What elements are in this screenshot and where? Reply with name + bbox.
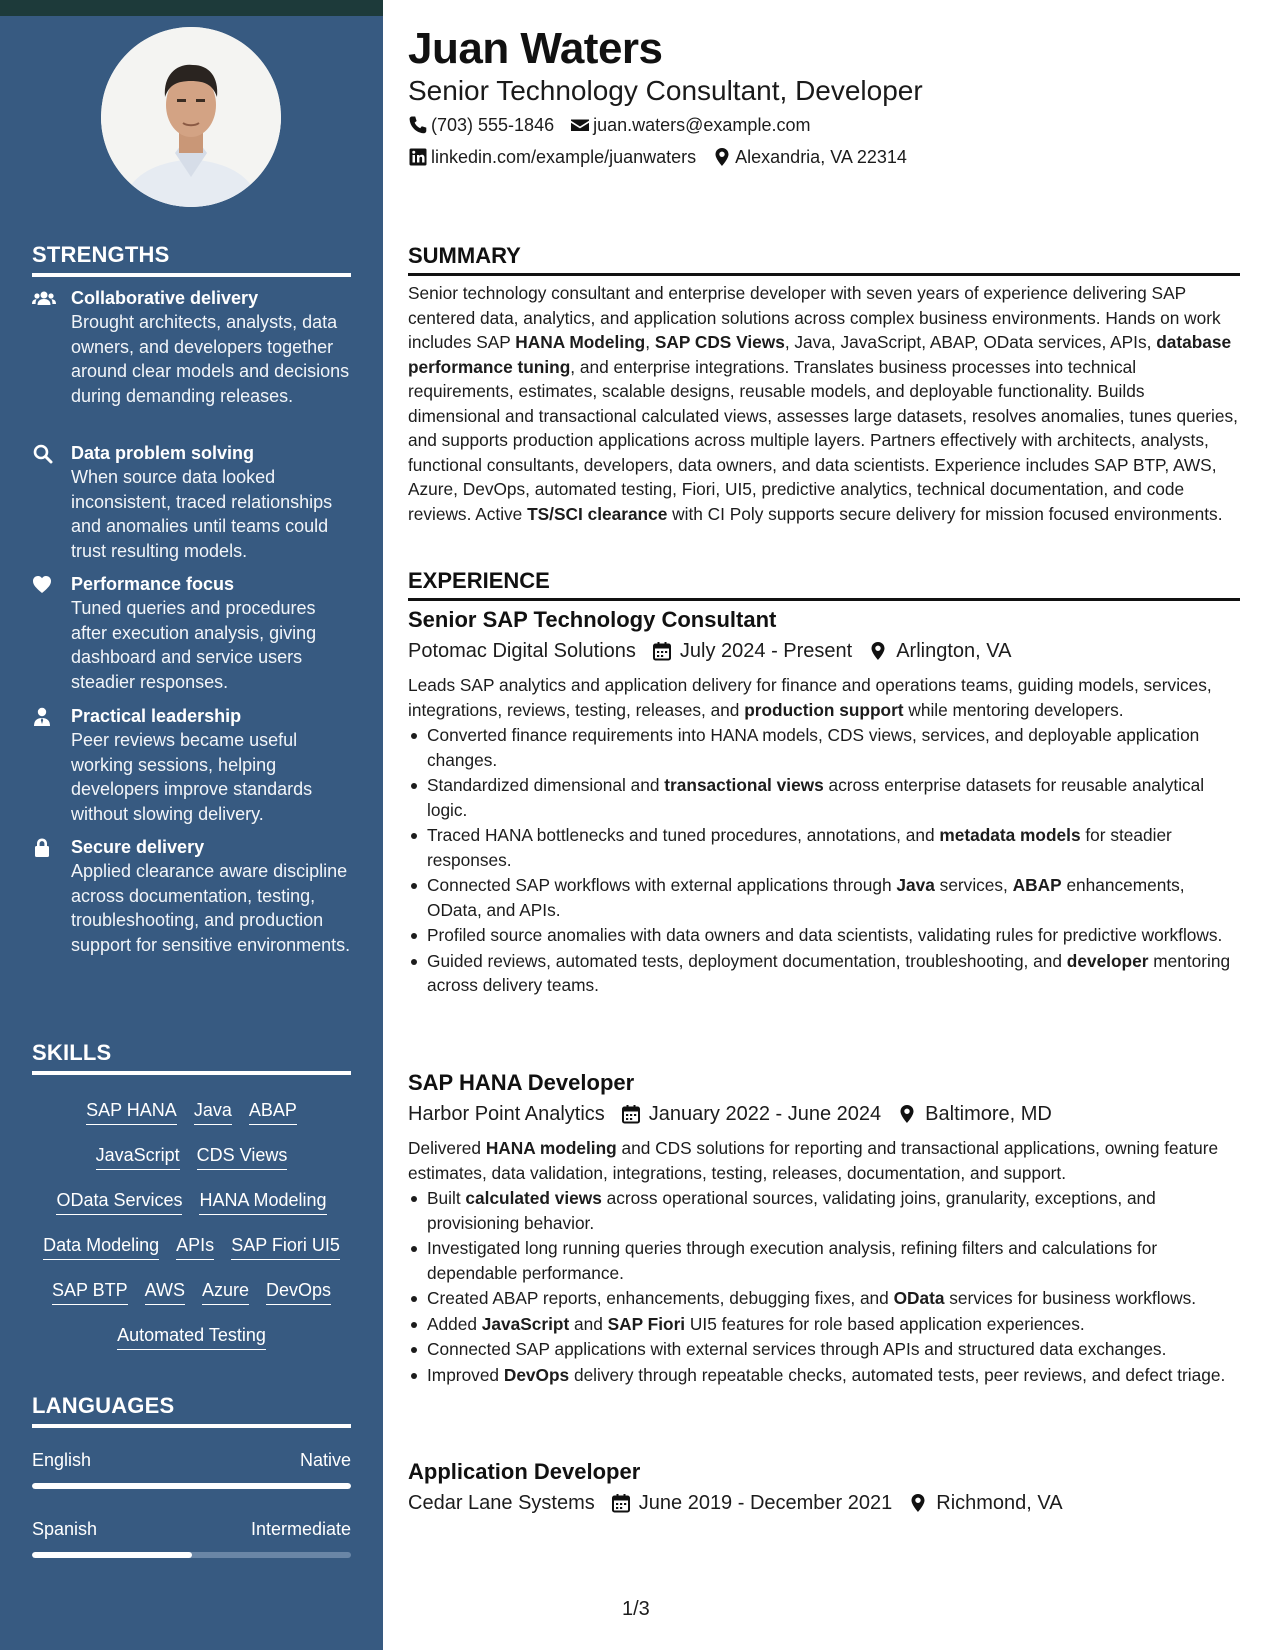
candidate-name: Juan Waters	[408, 24, 663, 73]
calendar-icon	[652, 641, 672, 661]
calendar-icon	[611, 1493, 631, 1513]
job-dates: July 2024 - Present	[679, 640, 853, 662]
job-bullet: Added JavaScript and SAP Fiori UI5 features for role based application experiences.	[408, 1312, 1240, 1337]
profile-photo	[101, 27, 281, 207]
linkedin-icon	[408, 147, 428, 167]
skills-heading: SKILLS	[32, 1040, 351, 1075]
job-bullet: Connected SAP applications with external services through APIs and structured data exchanges.	[408, 1337, 1240, 1362]
experience-heading: EXPERIENCE	[408, 567, 1240, 601]
job-intro: Delivered HANA modeling and CDS solutions for reporting and transactional applications, owning feature estimates, data validation, integrations, testing, releases, documentation, and support.	[408, 1138, 1219, 1183]
skill-tag: CDS Views	[197, 1143, 288, 1170]
skills-row	[32, 1143, 351, 1188]
contact-row	[408, 145, 923, 169]
summary-text: Senior technology consultant and enterprise developer with seven years of experience delivering SAP centered data, analytics, and application solutions across complex business environments. Hands on work includes SAP HANA Modeling, SAP CDS Views, Java, JavaScript, ABAP, OData services, APIs, database performance tuning, and enterprise integrations. Translates business processes into technical requirements, estimates, scalable designs, reusable models, and deployable functionality. Builds dimensional and transactional calculated views, assesses large datasets, resolves anomalies, tunes queries, and supports production applications across multiple layers. Partners effectively with architects, analysts, functional consultants, developers, data owners, and data scientists. Experience includes SAP BTP, AWS, Azure, DevOps, automated testing, Fiori, UI5, predictive analytics, technical documentation, and code reviews. Active TS/SCI clearance with CI Poly supports secure delivery for mission focused environments.	[408, 283, 1238, 524]
map-pin-icon	[712, 147, 732, 167]
skill-tag: HANA Modeling	[199, 1188, 326, 1215]
skill-tag: ABAP	[249, 1098, 297, 1125]
skills-row	[32, 1233, 351, 1278]
sidebar	[0, 0, 383, 1650]
candidate-role: Senior Technology Consultant, Developer	[408, 75, 923, 106]
job-bullet: Guided reviews, automated tests, deployment documentation, troubleshooting, and developer mentoring across delivery teams.	[408, 949, 1240, 998]
lock-icon	[32, 838, 56, 858]
map-pin-icon	[897, 1104, 917, 1124]
skills-section	[32, 1040, 351, 1345]
job-title: Application Developer	[408, 1459, 641, 1484]
skill-tag: Java	[194, 1098, 232, 1125]
skill-tag: SAP BTP	[52, 1278, 128, 1305]
language-level: Native	[299, 1450, 351, 1470]
contact-location-text: Alexandria, VA 22314	[735, 147, 907, 167]
strengths-section	[32, 242, 351, 955]
skills-list	[32, 1098, 351, 1368]
skill-tag: Azure	[202, 1278, 249, 1305]
job-bullet: Converted finance requirements into HANA models, CDS views, services, and deployable application changes.	[408, 723, 1240, 772]
job-bullets	[408, 1186, 1240, 1387]
contact-email[interactable]	[570, 113, 810, 137]
skill-tag: JavaScript	[96, 1143, 180, 1170]
search-icon	[32, 444, 56, 464]
contact-phone-text: (703) 555-1846	[431, 115, 555, 135]
job-bullet: Profiled source anomalies with data owners and data scientists, validating rules for predictive workflows.	[408, 923, 1240, 948]
contact-linkedin-text[interactable]: linkedin.com/example/juanwaters	[431, 147, 697, 167]
skill-tag: APIs	[176, 1233, 214, 1260]
job-entry	[408, 1069, 1240, 1388]
languages-section	[32, 1393, 351, 1539]
job-meta	[408, 1489, 1240, 1517]
job-bullet: Standardized dimensional and transactional views across enterprise datasets for reusable analytical logic.	[408, 773, 1240, 822]
job-bullets	[408, 723, 1240, 998]
skill-tag: Data Modeling	[43, 1233, 159, 1260]
strength-title: Collaborative delivery	[71, 288, 259, 308]
user-tie-icon	[32, 707, 56, 727]
map-pin-icon	[868, 641, 888, 661]
users-icon	[32, 289, 56, 309]
strength-desc: Brought architects, analysts, data owners, and developers together around clear models and decisions during demanding releases.	[71, 312, 350, 406]
skills-row	[32, 1188, 351, 1233]
strength-desc: Applied clearance aware discipline across documentation, testing, troubleshooting, and production support for sensitive environments.	[71, 861, 351, 955]
skills-row	[32, 1098, 351, 1143]
envelope-icon	[570, 115, 590, 135]
strength-title: Data problem solving	[71, 443, 255, 463]
job-meta	[408, 637, 1240, 665]
job-bullet: Created ABAP reports, enhancements, debugging fixes, and OData services for business workflows.	[408, 1286, 1240, 1311]
job-location: Richmond, VA	[936, 1492, 1063, 1514]
job-meta	[408, 1100, 1240, 1128]
map-pin-icon	[908, 1493, 928, 1513]
strength-title: Performance focus	[71, 574, 235, 594]
language-bar	[32, 1552, 351, 1558]
job-bullet: Traced HANA bottlenecks and tuned procedures, annotations, and metadata models for steadier responses.	[408, 823, 1240, 872]
strength-desc: Peer reviews became useful working sessions, helping developers improve standards without slowing delivery.	[71, 730, 313, 824]
job-company: Potomac Digital Solutions	[408, 640, 636, 662]
skills-row	[32, 1323, 351, 1368]
phone-icon	[408, 115, 428, 135]
skill-tag: Automated Testing	[117, 1323, 266, 1350]
job-dates: June 2019 - December 2021	[638, 1492, 893, 1514]
heart-icon	[32, 575, 56, 595]
summary-heading: SUMMARY	[408, 242, 1240, 276]
job-bullet: Investigated long running queries through execution analysis, refining filters and calculations for dependable performance.	[408, 1236, 1240, 1285]
skill-tag: OData Services	[56, 1188, 182, 1215]
contact-phone	[408, 113, 554, 137]
language-name: Spanish	[32, 1519, 98, 1539]
contact-row	[408, 113, 826, 137]
skill-tag: DevOps	[266, 1278, 331, 1305]
job-company: Cedar Lane Systems	[408, 1492, 595, 1514]
job-bullet: Improved DevOps delivery through repeatable checks, automated tests, peer reviews, and defect triage.	[408, 1363, 1240, 1388]
calendar-icon	[621, 1104, 641, 1124]
skills-row	[32, 1278, 351, 1323]
strength-desc: When source data looked inconsistent, traced relationships and anomalies until teams could trust resulting models.	[71, 467, 333, 561]
language-bar-fill	[32, 1552, 192, 1558]
skill-tag: SAP Fiori UI5	[231, 1233, 340, 1260]
job-entry	[408, 1458, 1240, 1517]
contact-location	[712, 145, 907, 169]
page-number: 1/3	[622, 1598, 650, 1620]
strength-title: Secure delivery	[71, 837, 205, 857]
language-bar	[32, 1483, 351, 1489]
job-entry	[408, 606, 1240, 999]
skill-tag: AWS	[145, 1278, 185, 1305]
skill-tag: SAP HANA	[86, 1098, 177, 1125]
languages-heading: LANGUAGES	[32, 1393, 351, 1428]
language-level: Intermediate	[250, 1519, 351, 1539]
contact-email-text[interactable]: juan.waters@example.com	[593, 115, 811, 135]
strengths-heading: STRENGTHS	[32, 242, 351, 277]
language-bar-fill	[32, 1483, 351, 1489]
job-bullet: Connected SAP workflows with external applications through Java services, ABAP enhancements, OData, and APIs.	[408, 873, 1240, 922]
language-name: English	[32, 1450, 92, 1470]
job-company: Harbor Point Analytics	[408, 1103, 605, 1125]
strength-desc: Tuned queries and procedures after execution analysis, giving dashboard and service users steadier responses.	[71, 598, 317, 692]
job-location: Arlington, VA	[896, 640, 1012, 662]
contact-linkedin[interactable]	[408, 145, 696, 169]
sidebar-top-bar	[0, 0, 383, 16]
job-bullet: Built calculated views across operational sources, validating joins, granularity, exceptions, and provisioning behavior.	[408, 1186, 1240, 1235]
strength-title: Practical leadership	[71, 706, 242, 726]
job-title: Senior SAP Technology Consultant	[408, 607, 777, 632]
job-dates: January 2022 - June 2024	[648, 1103, 882, 1125]
job-title: SAP HANA Developer	[408, 1070, 635, 1095]
job-intro: Leads SAP analytics and application delivery for finance and operations teams, guiding models, services, integrations, reviews, testing, releases, and production support while mentoring developers.	[408, 675, 1212, 720]
job-location: Baltimore, MD	[925, 1103, 1052, 1125]
